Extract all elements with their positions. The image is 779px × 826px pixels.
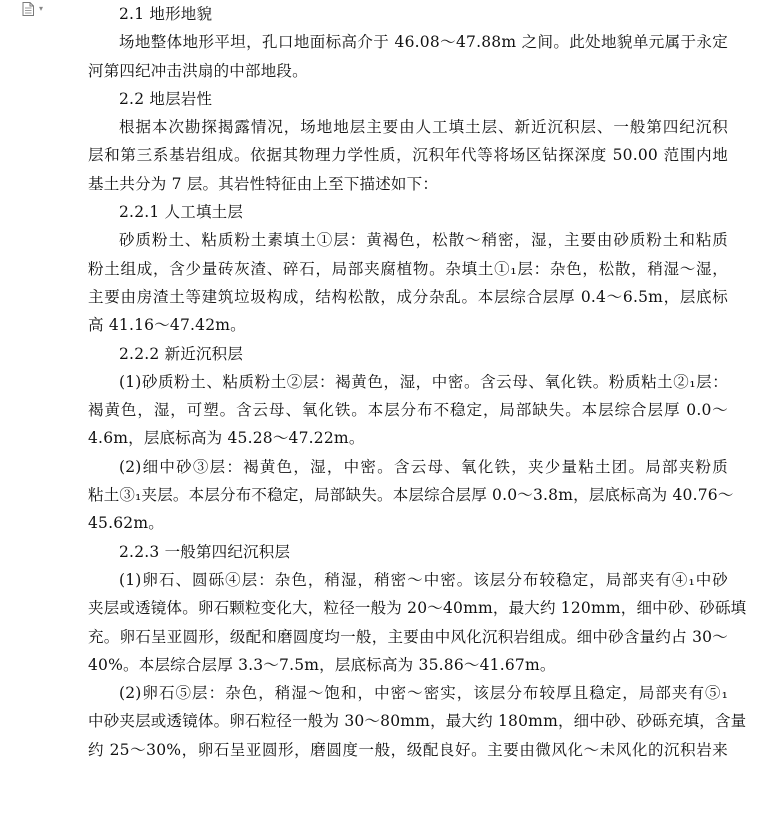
text-line: 40%。本层综合层厚 3.3～7.5m，层底标高为 35.86～41.67m。 bbox=[88, 655, 556, 674]
text-line: 4.6m，层底标高为 45.28～47.22m。 bbox=[88, 429, 365, 448]
text-line: 高 41.16～47.42m。 bbox=[88, 316, 246, 335]
text-line: (1)砂质粉土、粘质粉土②层：褐黄色，湿，中密。含云母、氧化铁。粉质粘土②₁层： bbox=[119, 372, 728, 391]
text-line: 约 25～30%，卵石呈亚圆形，磨圆度一般，级配良好。主要由微风化～未风化的沉积岩来 bbox=[88, 740, 728, 759]
text-line: 场地整体地形平坦，孔口地面标高介于 46.08～47.88m 之间。此处地貌单元属于永定 bbox=[119, 33, 728, 52]
document-page bbox=[88, 0, 747, 764]
text-line: 粉土组成，含少量砖灰渣、碎石，局部夹腐植物。杂填土①₁层：杂色，松散，稍湿～湿， bbox=[88, 259, 728, 278]
text-line: 2.2 地层岩性 bbox=[119, 89, 213, 108]
text-line: (2)卵石⑤层：杂色，稍湿～饱和，中密～密实，该层分布较厚且稳定，局部夹有⑤₁ bbox=[119, 684, 728, 703]
text-line: (1)卵石、圆砾④层：杂色，稍湿，稍密～中密。该层分布较稳定，局部夹有④₁中砂 bbox=[119, 570, 728, 589]
text-line: 2.2.3 一般第四纪沉积层 bbox=[119, 542, 291, 561]
text-line: 河第四纪冲击洪扇的中部地段。 bbox=[88, 61, 308, 80]
text-line: 2.2.1 人工填土层 bbox=[119, 203, 244, 222]
text-line: 中砂夹层或透镜体。卵石粒径一般为 30～80mm，最大约 180mm，细中砂、砂砾充填，含量 bbox=[88, 712, 747, 731]
caret-down-icon[interactable]: ▾ bbox=[39, 4, 44, 13]
text-line: 夹层或透镜体。卵石颗粒变化大，粒径一般为 20～40mm，最大约 120mm，细中砂、砂砾填 bbox=[88, 599, 747, 618]
text-line: 2.2.2 新近沉积层 bbox=[119, 344, 244, 363]
text-line: (2)细中砂③层：褐黄色，湿，中密。含云母、氧化铁，夹少量粘土团。局部夹粉质 bbox=[119, 457, 728, 476]
text-line: 褐黄色，湿，可塑。含云母、氧化铁。本层分布不稳定，局部缺失。本层综合层厚 0.0～ bbox=[88, 401, 728, 420]
text-line: 2.1 地形地貌 bbox=[119, 5, 213, 23]
text-line: 砂质粉土、粘质粉土素填土①层：黄褐色，松散～稍密，湿，主要由砂质粉土和粘质 bbox=[119, 231, 728, 250]
text-line: 基土共分为 7 层。其岩性特征由上至下描述如下： bbox=[88, 174, 439, 193]
text-line: 粘土③₁夹层。本层分布不稳定，局部缺失。本层综合层厚 0.0～3.8m，层底标高为 40.76～ bbox=[88, 486, 734, 505]
text-line: 主要由房渣土等建筑垃圾构成，结构松散，成分杂乱。本层综合层厚 0.4～6.5m，层底标 bbox=[88, 287, 728, 306]
text-line: 层和第三系基岩组成。依据其物理力学性质，沉积年代等将场区钻探深度 50.00 范围内地 bbox=[88, 146, 728, 165]
text-line: 根据本次勘探揭露情况，场地地层主要由人工填土层、新近沉积层、一般第四纪沉积 bbox=[119, 118, 728, 137]
document-icon[interactable] bbox=[22, 2, 34, 16]
text-line: 充。卵石呈亚圆形，级配和磨圆度均一般，主要由中风化沉积岩组成。细中砂含量约占 30～ bbox=[88, 627, 728, 646]
text-line: 45.62m。 bbox=[88, 514, 164, 533]
